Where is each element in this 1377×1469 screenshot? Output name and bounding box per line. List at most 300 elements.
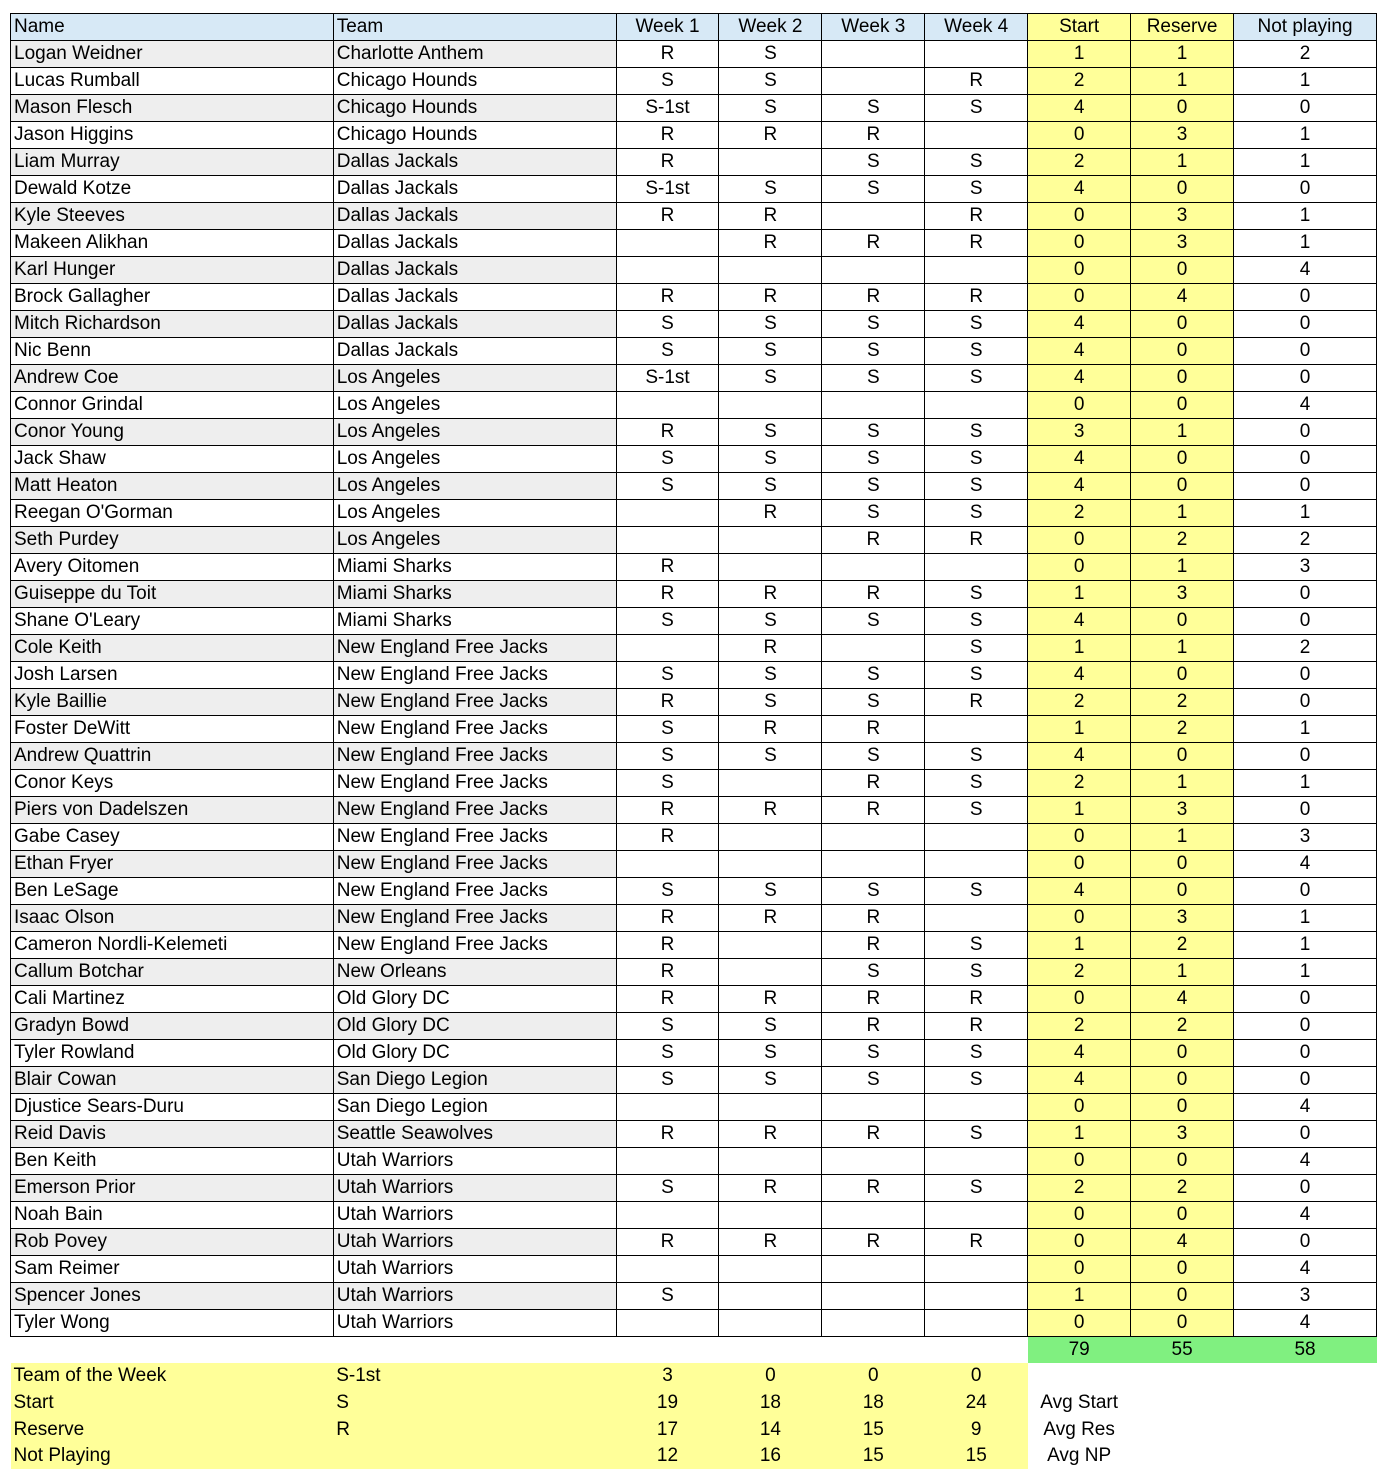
cell-week-3[interactable]: S bbox=[822, 662, 925, 689]
cell-team[interactable]: Miami Sharks bbox=[333, 608, 616, 635]
cell-week-3[interactable]: S bbox=[822, 743, 925, 770]
cell-name[interactable]: Cole Keith bbox=[11, 635, 334, 662]
cell-week-2[interactable] bbox=[719, 932, 822, 959]
legend-week-2[interactable]: 14 bbox=[719, 1416, 822, 1443]
cell-name[interactable]: Tyler Rowland bbox=[11, 1040, 334, 1067]
cell-name[interactable]: Callum Botchar bbox=[11, 959, 334, 986]
cell-start[interactable]: 0 bbox=[1028, 905, 1131, 932]
cell-team[interactable]: Old Glory DC bbox=[333, 1013, 616, 1040]
cell-week-2[interactable]: R bbox=[719, 1175, 822, 1202]
legend-week-3[interactable]: 15 bbox=[822, 1443, 925, 1469]
cell-week-4[interactable]: R bbox=[925, 230, 1028, 257]
cell-team[interactable]: Dallas Jackals bbox=[333, 203, 616, 230]
total-reserve[interactable]: 55 bbox=[1131, 1337, 1234, 1364]
cell-start[interactable]: 4 bbox=[1028, 743, 1131, 770]
cell-week-4[interactable]: S bbox=[925, 608, 1028, 635]
cell-name[interactable]: Kyle Steeves bbox=[11, 203, 334, 230]
cell-name[interactable]: Karl Hunger bbox=[11, 257, 334, 284]
cell-not-playing[interactable]: 0 bbox=[1234, 608, 1377, 635]
legend-label[interactable]: Reserve bbox=[11, 1416, 334, 1443]
cell-week-2[interactable]: S bbox=[719, 1067, 822, 1094]
cell-week-1[interactable]: R bbox=[616, 122, 719, 149]
cell-week-3[interactable] bbox=[822, 824, 925, 851]
cell-name[interactable]: Spencer Jones bbox=[11, 1283, 334, 1310]
cell-name[interactable]: Reid Davis bbox=[11, 1121, 334, 1148]
cell-start[interactable]: 2 bbox=[1028, 689, 1131, 716]
cell-reserve[interactable]: 3 bbox=[1131, 122, 1234, 149]
cell-team[interactable]: Utah Warriors bbox=[333, 1283, 616, 1310]
cell-week-3[interactable]: S bbox=[822, 176, 925, 203]
cell-not-playing[interactable]: 0 bbox=[1234, 1067, 1377, 1094]
cell-team[interactable]: Los Angeles bbox=[333, 500, 616, 527]
cell-reserve[interactable]: 0 bbox=[1131, 365, 1234, 392]
cell-week-1[interactable]: R bbox=[616, 689, 719, 716]
cell-week-2[interactable] bbox=[719, 1256, 822, 1283]
cell-team[interactable]: Old Glory DC bbox=[333, 1040, 616, 1067]
cell-week-2[interactable] bbox=[719, 851, 822, 878]
cell-week-1[interactable]: R bbox=[616, 932, 719, 959]
cell-name[interactable]: Conor Young bbox=[11, 419, 334, 446]
cell-week-4[interactable]: S bbox=[925, 1040, 1028, 1067]
cell-not-playing[interactable]: 0 bbox=[1234, 284, 1377, 311]
legend-note[interactable]: Avg Start bbox=[1040, 1391, 1119, 1413]
cell-name[interactable]: Gabe Casey bbox=[11, 824, 334, 851]
cell-week-1[interactable]: S bbox=[616, 770, 719, 797]
legend-week-2[interactable]: 0 bbox=[719, 1363, 822, 1390]
cell-reserve[interactable]: 0 bbox=[1131, 662, 1234, 689]
cell-not-playing[interactable]: 4 bbox=[1234, 1094, 1377, 1121]
cell-week-2[interactable]: S bbox=[719, 1040, 822, 1067]
cell-team[interactable]: Dallas Jackals bbox=[333, 149, 616, 176]
cell-week-4[interactable] bbox=[925, 554, 1028, 581]
cell-reserve[interactable]: 0 bbox=[1131, 473, 1234, 500]
cell-team[interactable]: Los Angeles bbox=[333, 527, 616, 554]
cell-not-playing[interactable]: 0 bbox=[1234, 1013, 1377, 1040]
cell-name[interactable]: Lucas Rumball bbox=[11, 68, 334, 95]
cell-week-3[interactable]: R bbox=[822, 527, 925, 554]
cell-week-3[interactable]: R bbox=[822, 905, 925, 932]
cell-start[interactable]: 0 bbox=[1028, 986, 1131, 1013]
cell-week-3[interactable]: R bbox=[822, 230, 925, 257]
cell-week-2[interactable]: R bbox=[719, 1229, 822, 1256]
cell-week-1[interactable] bbox=[616, 851, 719, 878]
cell-team[interactable]: Dallas Jackals bbox=[333, 338, 616, 365]
cell-week-2[interactable]: S bbox=[719, 338, 822, 365]
cell-week-2[interactable]: R bbox=[719, 1121, 822, 1148]
cell-reserve[interactable]: 1 bbox=[1131, 554, 1234, 581]
cell-reserve[interactable]: 2 bbox=[1131, 527, 1234, 554]
cell-reserve[interactable]: 2 bbox=[1131, 716, 1234, 743]
cell-reserve[interactable]: 0 bbox=[1131, 608, 1234, 635]
cell-start[interactable]: 1 bbox=[1028, 797, 1131, 824]
cell-team[interactable]: New Orleans bbox=[333, 959, 616, 986]
cell-team[interactable]: New England Free Jacks bbox=[333, 878, 616, 905]
cell-name[interactable]: Brock Gallagher bbox=[11, 284, 334, 311]
cell-start[interactable]: 2 bbox=[1028, 68, 1131, 95]
cell-week-1[interactable]: S bbox=[616, 473, 719, 500]
cell-week-2[interactable]: S bbox=[719, 176, 822, 203]
cell-name[interactable]: Avery Oitomen bbox=[11, 554, 334, 581]
cell-reserve[interactable]: 3 bbox=[1131, 905, 1234, 932]
cell-week-2[interactable]: R bbox=[719, 581, 822, 608]
cell-reserve[interactable]: 1 bbox=[1131, 770, 1234, 797]
cell-name[interactable]: Nic Benn bbox=[11, 338, 334, 365]
cell-week-3[interactable]: S bbox=[822, 473, 925, 500]
cell-week-2[interactable] bbox=[719, 1202, 822, 1229]
cell-start[interactable]: 2 bbox=[1028, 1013, 1131, 1040]
cell-reserve[interactable]: 1 bbox=[1131, 41, 1234, 68]
total-start[interactable]: 79 bbox=[1028, 1337, 1131, 1364]
cell-week-1[interactable]: S bbox=[616, 608, 719, 635]
cell-start[interactable]: 4 bbox=[1028, 311, 1131, 338]
cell-start[interactable]: 0 bbox=[1028, 1202, 1131, 1229]
cell-week-3[interactable]: S bbox=[822, 365, 925, 392]
cell-not-playing[interactable]: 0 bbox=[1234, 176, 1377, 203]
cell-reserve[interactable]: 4 bbox=[1131, 284, 1234, 311]
cell-week-3[interactable]: R bbox=[822, 1229, 925, 1256]
cell-start[interactable]: 1 bbox=[1028, 1283, 1131, 1310]
cell-name[interactable]: Logan Weidner bbox=[11, 41, 334, 68]
cell-not-playing[interactable]: 4 bbox=[1234, 1202, 1377, 1229]
cell-not-playing[interactable]: 1 bbox=[1234, 959, 1377, 986]
cell-week-1[interactable]: S bbox=[616, 446, 719, 473]
cell-week-4[interactable] bbox=[925, 41, 1028, 68]
legend-code[interactable]: R bbox=[333, 1416, 616, 1443]
cell-not-playing[interactable]: 0 bbox=[1234, 689, 1377, 716]
cell-week-4[interactable]: S bbox=[925, 932, 1028, 959]
cell-week-2[interactable]: S bbox=[719, 446, 822, 473]
legend-week-1[interactable]: 3 bbox=[616, 1363, 719, 1390]
cell-start[interactable]: 0 bbox=[1028, 851, 1131, 878]
cell-not-playing[interactable]: 0 bbox=[1234, 473, 1377, 500]
cell-start[interactable]: 0 bbox=[1028, 203, 1131, 230]
cell-week-4[interactable]: S bbox=[925, 95, 1028, 122]
cell-start[interactable]: 0 bbox=[1028, 257, 1131, 284]
cell-name[interactable]: Blair Cowan bbox=[11, 1067, 334, 1094]
cell-name[interactable]: Connor Grindal bbox=[11, 392, 334, 419]
cell-team[interactable]: Dallas Jackals bbox=[333, 284, 616, 311]
cell-week-2[interactable] bbox=[719, 149, 822, 176]
cell-team[interactable]: Utah Warriors bbox=[333, 1202, 616, 1229]
cell-reserve[interactable]: 0 bbox=[1131, 257, 1234, 284]
cell-start[interactable]: 1 bbox=[1028, 581, 1131, 608]
cell-week-4[interactable]: R bbox=[925, 1229, 1028, 1256]
cell-start[interactable]: 2 bbox=[1028, 149, 1131, 176]
legend-week-4[interactable]: 15 bbox=[925, 1443, 1028, 1469]
legend-code[interactable] bbox=[333, 1443, 616, 1469]
cell-week-3[interactable]: S bbox=[822, 419, 925, 446]
cell-reserve[interactable]: 0 bbox=[1131, 1148, 1234, 1175]
cell-week-4[interactable] bbox=[925, 905, 1028, 932]
cell-reserve[interactable]: 0 bbox=[1131, 446, 1234, 473]
cell-week-2[interactable] bbox=[719, 1310, 822, 1337]
cell-not-playing[interactable]: 0 bbox=[1234, 1121, 1377, 1148]
cell-name[interactable]: Piers von Dadelszen bbox=[11, 797, 334, 824]
cell-start[interactable]: 4 bbox=[1028, 338, 1131, 365]
cell-week-4[interactable]: S bbox=[925, 311, 1028, 338]
cell-week-3[interactable]: S bbox=[822, 608, 925, 635]
cell-reserve[interactable]: 0 bbox=[1131, 1283, 1234, 1310]
legend-week-3[interactable]: 15 bbox=[822, 1416, 925, 1443]
cell-name[interactable]: Shane O'Leary bbox=[11, 608, 334, 635]
cell-reserve[interactable]: 0 bbox=[1131, 1067, 1234, 1094]
cell-team[interactable]: New England Free Jacks bbox=[333, 851, 616, 878]
cell-name[interactable]: Kyle Baillie bbox=[11, 689, 334, 716]
cell-week-2[interactable]: S bbox=[719, 419, 822, 446]
cell-week-4[interactable]: S bbox=[925, 419, 1028, 446]
cell-name[interactable]: Rob Povey bbox=[11, 1229, 334, 1256]
cell-not-playing[interactable]: 0 bbox=[1234, 1229, 1377, 1256]
cell-week-3[interactable]: S bbox=[822, 338, 925, 365]
cell-reserve[interactable]: 3 bbox=[1131, 797, 1234, 824]
cell-team[interactable]: Dallas Jackals bbox=[333, 176, 616, 203]
cell-name[interactable]: Andrew Coe bbox=[11, 365, 334, 392]
cell-not-playing[interactable]: 0 bbox=[1234, 95, 1377, 122]
cell-name[interactable]: Josh Larsen bbox=[11, 662, 334, 689]
cell-not-playing[interactable]: 3 bbox=[1234, 1283, 1377, 1310]
cell-not-playing[interactable]: 1 bbox=[1234, 230, 1377, 257]
cell-name[interactable]: Seth Purdey bbox=[11, 527, 334, 554]
cell-start[interactable]: 2 bbox=[1028, 1175, 1131, 1202]
cell-week-4[interactable] bbox=[925, 392, 1028, 419]
cell-week-3[interactable]: R bbox=[822, 284, 925, 311]
cell-name[interactable]: Jason Higgins bbox=[11, 122, 334, 149]
cell-not-playing[interactable]: 4 bbox=[1234, 257, 1377, 284]
cell-week-3[interactable]: S bbox=[822, 500, 925, 527]
cell-not-playing[interactable]: 0 bbox=[1234, 878, 1377, 905]
cell-reserve[interactable]: 3 bbox=[1131, 1121, 1234, 1148]
col-header-team[interactable]: Team bbox=[333, 14, 616, 41]
legend-label[interactable]: Start bbox=[11, 1390, 334, 1417]
cell-week-2[interactable]: R bbox=[719, 284, 822, 311]
cell-not-playing[interactable]: 0 bbox=[1234, 662, 1377, 689]
cell-team[interactable]: Dallas Jackals bbox=[333, 311, 616, 338]
legend-note[interactable]: Avg NP bbox=[1047, 1445, 1112, 1467]
cell-reserve[interactable]: 1 bbox=[1131, 500, 1234, 527]
cell-week-1[interactable]: S bbox=[616, 878, 719, 905]
cell-week-3[interactable] bbox=[822, 1202, 925, 1229]
cell-start[interactable]: 0 bbox=[1028, 1310, 1131, 1337]
cell-week-4[interactable]: S bbox=[925, 662, 1028, 689]
cell-week-2[interactable] bbox=[719, 554, 822, 581]
cell-week-3[interactable]: S bbox=[822, 878, 925, 905]
cell-name[interactable]: Mason Flesch bbox=[11, 95, 334, 122]
cell-week-4[interactable]: S bbox=[925, 500, 1028, 527]
cell-week-1[interactable]: S bbox=[616, 716, 719, 743]
cell-not-playing[interactable]: 4 bbox=[1234, 1256, 1377, 1283]
legend-week-2[interactable]: 16 bbox=[719, 1443, 822, 1469]
cell-not-playing[interactable]: 3 bbox=[1234, 824, 1377, 851]
cell-team[interactable]: New England Free Jacks bbox=[333, 689, 616, 716]
legend-week-4[interactable]: 0 bbox=[925, 1363, 1028, 1390]
cell-week-4[interactable] bbox=[925, 1202, 1028, 1229]
cell-not-playing[interactable]: 3 bbox=[1234, 554, 1377, 581]
cell-week-1[interactable] bbox=[616, 1310, 719, 1337]
cell-week-2[interactable]: R bbox=[719, 716, 822, 743]
total-not-playing[interactable]: 58 bbox=[1234, 1337, 1377, 1364]
cell-team[interactable]: San Diego Legion bbox=[333, 1067, 616, 1094]
cell-reserve[interactable]: 0 bbox=[1131, 1310, 1234, 1337]
cell-start[interactable]: 0 bbox=[1028, 1148, 1131, 1175]
cell-team[interactable]: Utah Warriors bbox=[333, 1175, 616, 1202]
cell-week-1[interactable] bbox=[616, 257, 719, 284]
cell-reserve[interactable]: 1 bbox=[1131, 824, 1234, 851]
cell-week-4[interactable] bbox=[925, 716, 1028, 743]
cell-week-1[interactable]: S bbox=[616, 662, 719, 689]
cell-week-2[interactable]: S bbox=[719, 95, 822, 122]
cell-start[interactable]: 4 bbox=[1028, 1067, 1131, 1094]
cell-week-4[interactable]: S bbox=[925, 149, 1028, 176]
cell-start[interactable]: 1 bbox=[1028, 932, 1131, 959]
cell-week-1[interactable]: S-1st bbox=[616, 95, 719, 122]
legend-week-1[interactable]: 12 bbox=[616, 1443, 719, 1469]
cell-week-1[interactable]: S bbox=[616, 338, 719, 365]
cell-week-3[interactable]: S bbox=[822, 1067, 925, 1094]
cell-week-1[interactable]: S bbox=[616, 1040, 719, 1067]
col-header-reserve[interactable]: Reserve bbox=[1131, 14, 1234, 41]
cell-week-1[interactable] bbox=[616, 1202, 719, 1229]
cell-week-4[interactable]: S bbox=[925, 176, 1028, 203]
cell-week-4[interactable]: S bbox=[925, 1121, 1028, 1148]
cell-week-4[interactable]: R bbox=[925, 203, 1028, 230]
cell-not-playing[interactable]: 0 bbox=[1234, 797, 1377, 824]
cell-week-1[interactable]: S bbox=[616, 1013, 719, 1040]
cell-week-3[interactable] bbox=[822, 1094, 925, 1121]
cell-week-2[interactable] bbox=[719, 1094, 822, 1121]
legend-label[interactable]: Not Playing bbox=[11, 1443, 334, 1469]
cell-week-2[interactable] bbox=[719, 959, 822, 986]
legend-code[interactable]: S-1st bbox=[333, 1363, 616, 1390]
cell-week-2[interactable] bbox=[719, 392, 822, 419]
cell-team[interactable]: Los Angeles bbox=[333, 446, 616, 473]
cell-week-4[interactable] bbox=[925, 851, 1028, 878]
cell-week-1[interactable]: R bbox=[616, 1229, 719, 1256]
legend-week-3[interactable]: 0 bbox=[822, 1363, 925, 1390]
cell-not-playing[interactable]: 4 bbox=[1234, 392, 1377, 419]
cell-week-3[interactable]: S bbox=[822, 149, 925, 176]
cell-start[interactable]: 4 bbox=[1028, 608, 1131, 635]
cell-reserve[interactable]: 1 bbox=[1131, 68, 1234, 95]
cell-name[interactable]: Dewald Kotze bbox=[11, 176, 334, 203]
cell-team[interactable]: Chicago Hounds bbox=[333, 95, 616, 122]
cell-team[interactable]: Dallas Jackals bbox=[333, 230, 616, 257]
cell-team[interactable]: Los Angeles bbox=[333, 419, 616, 446]
cell-name[interactable]: Ethan Fryer bbox=[11, 851, 334, 878]
cell-week-2[interactable]: R bbox=[719, 797, 822, 824]
cell-week-4[interactable] bbox=[925, 122, 1028, 149]
cell-week-2[interactable]: R bbox=[719, 905, 822, 932]
cell-reserve[interactable]: 2 bbox=[1131, 1013, 1234, 1040]
cell-week-4[interactable]: S bbox=[925, 446, 1028, 473]
cell-start[interactable]: 4 bbox=[1028, 365, 1131, 392]
cell-start[interactable]: 2 bbox=[1028, 500, 1131, 527]
cell-week-1[interactable]: R bbox=[616, 986, 719, 1013]
cell-start[interactable]: 0 bbox=[1028, 284, 1131, 311]
cell-not-playing[interactable]: 1 bbox=[1234, 716, 1377, 743]
cell-not-playing[interactable]: 0 bbox=[1234, 338, 1377, 365]
cell-week-3[interactable] bbox=[822, 257, 925, 284]
cell-not-playing[interactable]: 1 bbox=[1234, 500, 1377, 527]
cell-reserve[interactable]: 0 bbox=[1131, 1256, 1234, 1283]
cell-not-playing[interactable]: 4 bbox=[1234, 851, 1377, 878]
col-header-name[interactable]: Name bbox=[11, 14, 334, 41]
cell-week-4[interactable]: S bbox=[925, 581, 1028, 608]
cell-reserve[interactable]: 0 bbox=[1131, 95, 1234, 122]
cell-name[interactable]: Matt Heaton bbox=[11, 473, 334, 500]
cell-week-3[interactable]: S bbox=[822, 95, 925, 122]
cell-start[interactable]: 4 bbox=[1028, 878, 1131, 905]
cell-week-2[interactable]: S bbox=[719, 662, 822, 689]
cell-week-1[interactable]: S-1st bbox=[616, 365, 719, 392]
cell-team[interactable]: Chicago Hounds bbox=[333, 68, 616, 95]
cell-team[interactable]: Old Glory DC bbox=[333, 986, 616, 1013]
cell-team[interactable]: New England Free Jacks bbox=[333, 932, 616, 959]
cell-name[interactable]: Cali Martinez bbox=[11, 986, 334, 1013]
cell-name[interactable]: Reegan O'Gorman bbox=[11, 500, 334, 527]
cell-week-2[interactable]: S bbox=[719, 608, 822, 635]
cell-team[interactable]: San Diego Legion bbox=[333, 1094, 616, 1121]
cell-not-playing[interactable]: 0 bbox=[1234, 1040, 1377, 1067]
cell-start[interactable]: 1 bbox=[1028, 41, 1131, 68]
cell-name[interactable]: Cameron Nordli-Kelemeti bbox=[11, 932, 334, 959]
cell-reserve[interactable]: 1 bbox=[1131, 149, 1234, 176]
cell-not-playing[interactable]: 2 bbox=[1234, 41, 1377, 68]
cell-week-1[interactable]: R bbox=[616, 149, 719, 176]
cell-week-4[interactable]: S bbox=[925, 959, 1028, 986]
cell-week-3[interactable] bbox=[822, 68, 925, 95]
cell-not-playing[interactable]: 1 bbox=[1234, 905, 1377, 932]
cell-not-playing[interactable]: 0 bbox=[1234, 743, 1377, 770]
cell-reserve[interactable]: 2 bbox=[1131, 689, 1234, 716]
cell-week-3[interactable]: S bbox=[822, 311, 925, 338]
legend-week-4[interactable]: 24 bbox=[925, 1390, 1028, 1417]
cell-start[interactable]: 0 bbox=[1028, 122, 1131, 149]
cell-week-2[interactable] bbox=[719, 824, 822, 851]
col-header-week-4[interactable]: Week 4 bbox=[925, 14, 1028, 41]
cell-week-2[interactable]: S bbox=[719, 311, 822, 338]
cell-week-4[interactable]: S bbox=[925, 365, 1028, 392]
cell-week-1[interactable]: S bbox=[616, 743, 719, 770]
cell-reserve[interactable]: 0 bbox=[1131, 851, 1234, 878]
cell-reserve[interactable]: 0 bbox=[1131, 338, 1234, 365]
cell-week-3[interactable] bbox=[822, 635, 925, 662]
cell-reserve[interactable]: 3 bbox=[1131, 581, 1234, 608]
cell-week-2[interactable]: R bbox=[719, 122, 822, 149]
cell-week-1[interactable]: S-1st bbox=[616, 176, 719, 203]
cell-week-4[interactable] bbox=[925, 824, 1028, 851]
cell-week-2[interactable] bbox=[719, 527, 822, 554]
cell-start[interactable]: 4 bbox=[1028, 176, 1131, 203]
legend-label[interactable]: Team of the Week bbox=[11, 1363, 334, 1390]
cell-not-playing[interactable]: 1 bbox=[1234, 68, 1377, 95]
cell-week-4[interactable] bbox=[925, 257, 1028, 284]
cell-start[interactable]: 0 bbox=[1028, 824, 1131, 851]
cell-team[interactable]: Miami Sharks bbox=[333, 581, 616, 608]
cell-team[interactable]: Miami Sharks bbox=[333, 554, 616, 581]
cell-week-3[interactable] bbox=[822, 554, 925, 581]
cell-week-2[interactable]: R bbox=[719, 986, 822, 1013]
cell-week-3[interactable]: R bbox=[822, 1013, 925, 1040]
col-header-week-3[interactable]: Week 3 bbox=[822, 14, 925, 41]
cell-team[interactable]: New England Free Jacks bbox=[333, 716, 616, 743]
legend-week-4[interactable]: 9 bbox=[925, 1416, 1028, 1443]
cell-team[interactable]: Utah Warriors bbox=[333, 1229, 616, 1256]
cell-week-3[interactable] bbox=[822, 1283, 925, 1310]
cell-team[interactable]: Seattle Seawolves bbox=[333, 1121, 616, 1148]
cell-week-1[interactable] bbox=[616, 1148, 719, 1175]
cell-week-4[interactable]: S bbox=[925, 1067, 1028, 1094]
cell-name[interactable]: Emerson Prior bbox=[11, 1175, 334, 1202]
